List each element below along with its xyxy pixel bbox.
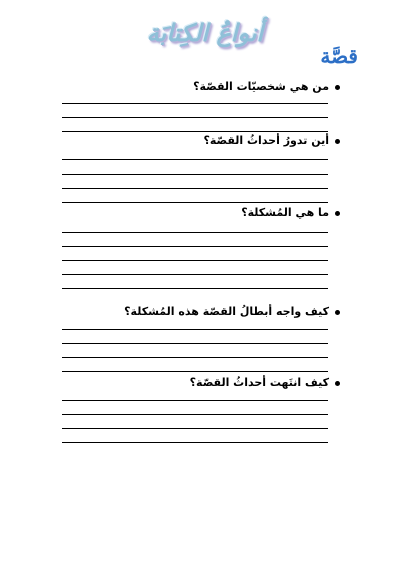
answer-line[interactable] (62, 117, 328, 118)
answer-line[interactable] (62, 343, 328, 344)
page-title: أنواعُ الكِتابَة (146, 18, 264, 47)
answer-line[interactable] (62, 288, 328, 289)
question-text: كيف انتَهت أحداثُ القصّة؟ (189, 376, 329, 389)
question-text: ما هي المُشكلة؟ (241, 206, 329, 219)
answer-line[interactable] (62, 329, 328, 330)
question-text: من هي شخصيّات القصّة؟ (193, 80, 329, 93)
question-1 (193, 80, 340, 98)
answer-line[interactable] (62, 202, 328, 203)
question-5 (190, 376, 340, 394)
answer-line[interactable] (62, 103, 328, 104)
answer-line[interactable] (62, 274, 328, 275)
answer-line[interactable] (62, 400, 328, 401)
answer-line[interactable] (62, 246, 328, 247)
question-text: أين تدورُ أحداثُ القصّة؟ (203, 134, 329, 147)
answer-line[interactable] (62, 174, 328, 175)
answer-line[interactable] (62, 414, 328, 415)
bullet-icon (335, 211, 340, 216)
answer-line[interactable] (62, 232, 328, 233)
bullet-icon (335, 310, 340, 315)
answer-line[interactable] (62, 428, 328, 429)
answer-line[interactable] (62, 371, 328, 372)
question-2 (203, 134, 340, 152)
answer-line[interactable] (62, 260, 328, 261)
answer-line[interactable] (62, 357, 328, 358)
question-text: كيف واجه أبطالُ القصّة هذه المُشكلة؟ (124, 305, 329, 318)
answer-line[interactable] (62, 159, 328, 160)
question-3 (241, 206, 340, 224)
answer-line[interactable] (62, 188, 328, 189)
page-subtitle: قصَّة (320, 44, 358, 68)
answer-line[interactable] (62, 131, 328, 132)
bullet-icon (335, 85, 340, 90)
question-4 (124, 305, 340, 323)
bullet-icon (335, 381, 340, 386)
answer-line[interactable] (62, 442, 328, 443)
bullet-icon (335, 139, 340, 144)
